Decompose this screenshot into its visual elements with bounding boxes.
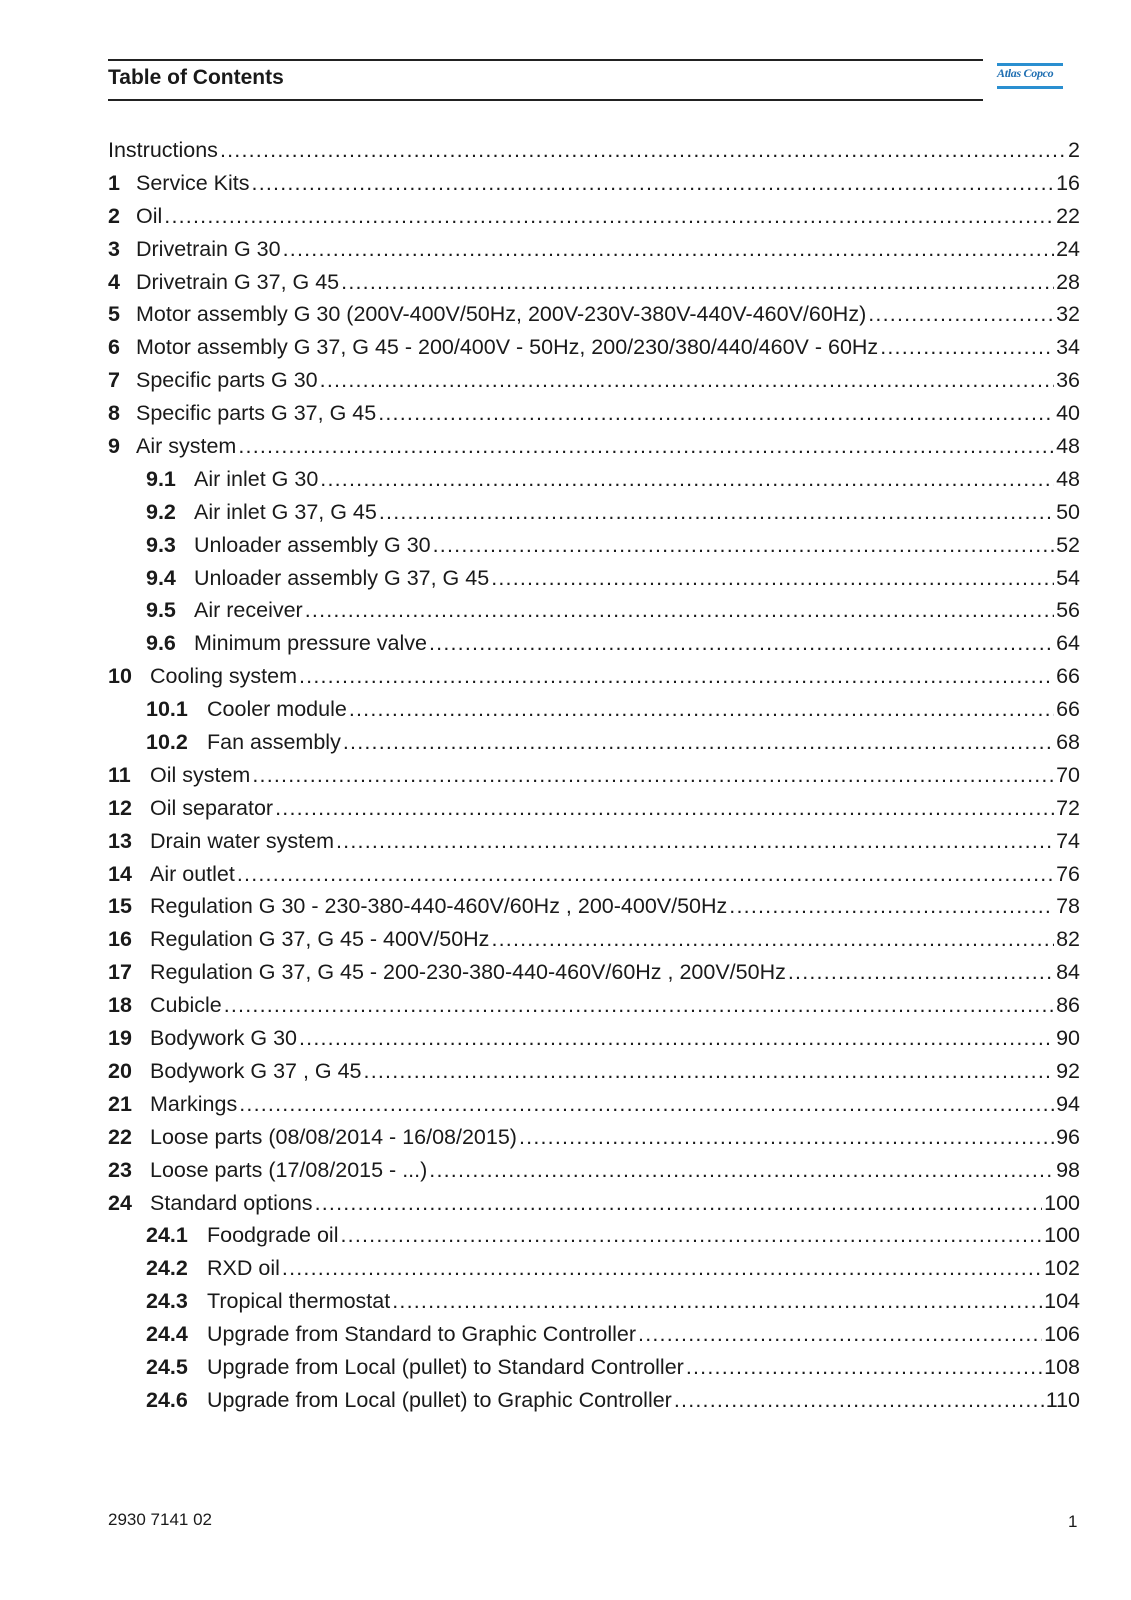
toc-entry-number: 24.1 (146, 1223, 188, 1248)
toc-entry-title: Standard options (150, 1190, 313, 1215)
toc-entry[interactable] (108, 890, 1080, 923)
toc-entry-title: Drain water system (150, 828, 334, 853)
toc-entry[interactable] (108, 1187, 1080, 1220)
toc-entry-number: 9 (108, 434, 120, 459)
toc-dot-leader (252, 167, 1055, 200)
toc-dot-leader (392, 1285, 1042, 1318)
toc-entry[interactable] (108, 397, 1080, 430)
toc-entry-page: 24 (1056, 236, 1080, 261)
toc-entry[interactable] (108, 364, 1080, 397)
toc-entry-page: 32 (1056, 302, 1080, 327)
toc-entry[interactable] (108, 1318, 1080, 1351)
toc-entry-page: 90 (1056, 1026, 1080, 1051)
toc-entry-page: 96 (1056, 1124, 1080, 1149)
toc-entry-page: 76 (1056, 861, 1080, 886)
toc-entry-title: Upgrade from Local (pullet) to Standard Controller (207, 1354, 684, 1379)
toc-entry-number: 1 (108, 170, 120, 195)
toc-dot-leader (364, 1055, 1055, 1088)
document-number: 2930 7141 02 (108, 1510, 212, 1529)
toc-entry-number: 15 (108, 894, 132, 919)
toc-entry-page: 68 (1056, 730, 1080, 755)
toc-dot-leader (378, 397, 1054, 430)
toc-dot-leader (238, 430, 1054, 463)
toc-dot-leader (237, 858, 1054, 891)
toc-entry[interactable] (108, 430, 1080, 463)
toc-entry-number: 7 (108, 368, 120, 393)
toc-entry[interactable] (108, 693, 1080, 726)
toc-entry-title: Specific parts G 30 (136, 368, 318, 393)
toc-entry[interactable] (108, 463, 1080, 496)
toc-entry-number: 8 (108, 401, 120, 426)
toc-entry-title: Oil (136, 203, 163, 228)
toc-entry-title: Fan assembly (207, 730, 341, 755)
toc-entry[interactable] (108, 562, 1080, 595)
toc-entry-page: 34 (1056, 335, 1080, 360)
toc-entry-number: 4 (108, 269, 120, 294)
toc-entry[interactable] (108, 1351, 1080, 1384)
toc-dot-leader (868, 298, 1054, 331)
toc-entry-number: 9.2 (146, 499, 176, 524)
toc-entry-title: Cubicle (150, 993, 222, 1018)
toc-entry[interactable] (108, 956, 1080, 989)
toc-entry-page: 100 (1044, 1190, 1080, 1215)
toc-dot-leader (283, 233, 1054, 266)
toc-entry-number: 5 (108, 302, 120, 327)
toc-entry-title: Upgrade from Standard to Graphic Controller (207, 1322, 637, 1347)
toc-entry-title: Air receiver (194, 598, 303, 623)
toc-entry-number: 24 (108, 1190, 132, 1215)
toc-entry-title: Tropical thermostat (207, 1289, 391, 1314)
toc-entry-number: 12 (108, 795, 132, 820)
table-of-contents (108, 134, 1080, 1417)
page-number: 1 (1068, 1512, 1078, 1531)
toc-entry-page: 52 (1056, 532, 1080, 557)
toc-dot-leader (729, 890, 1054, 923)
toc-entry[interactable] (108, 1088, 1080, 1121)
toc-entry-title: Regulation G 37, G 45 - 200-230-380-440-460V/60Hz , 200V/50Hz (150, 960, 786, 985)
toc-entry[interactable] (108, 331, 1080, 364)
toc-dot-leader (299, 1022, 1054, 1055)
toc-entry-title: Cooler module (207, 697, 347, 722)
toc-entry[interactable] (108, 759, 1080, 792)
toc-entry-title: Drivetrain G 30 (136, 236, 281, 261)
toc-entry-number: 24.3 (146, 1289, 188, 1314)
toc-entry-title: Motor assembly G 30 (200V-400V/50Hz, 200V-230V-380V-440V-460V/60Hz) (136, 302, 867, 327)
toc-entry-title: Specific parts G 37, G 45 (136, 401, 377, 426)
toc-dot-leader (320, 364, 1054, 397)
toc-dot-leader (220, 134, 1066, 167)
toc-entry-title: Regulation G 30 - 230-380-440-460V/60Hz , 200-400V/50Hz (150, 894, 728, 919)
toc-entry[interactable] (108, 792, 1080, 825)
toc-entry-title: Service Kits (136, 170, 250, 195)
toc-entry-number: 21 (108, 1091, 132, 1116)
toc-dot-leader (239, 1088, 1054, 1121)
toc-dot-leader (686, 1351, 1042, 1384)
toc-entry-page: 66 (1056, 697, 1080, 722)
toc-entry-title: Loose parts (08/08/2014 - 16/08/2015) (150, 1124, 517, 1149)
toc-entry-number: 10 (108, 664, 132, 689)
toc-entry-page: 106 (1044, 1322, 1080, 1347)
toc-entry-number: 9.4 (146, 565, 176, 590)
logo-text: Atlas Copco (997, 66, 1054, 80)
toc-entry-title: Loose parts (17/08/2015 - ...) (150, 1157, 428, 1182)
page-title: Table of Contents (108, 66, 284, 89)
toc-entry-number: 23 (108, 1157, 132, 1182)
toc-dot-leader (282, 1252, 1042, 1285)
toc-entry[interactable] (108, 134, 1080, 167)
toc-entry-page: 66 (1056, 664, 1080, 689)
toc-entry[interactable] (108, 496, 1080, 529)
toc-entry-number: 19 (108, 1026, 132, 1051)
toc-entry[interactable] (108, 627, 1080, 660)
toc-entry-page: 64 (1056, 631, 1080, 656)
toc-entry-number: 14 (108, 861, 132, 886)
toc-dot-leader (788, 956, 1054, 989)
toc-entry-page: 92 (1056, 1058, 1080, 1083)
toc-entry[interactable] (108, 1022, 1080, 1055)
toc-entry[interactable] (108, 858, 1080, 891)
toc-entry[interactable] (108, 1252, 1080, 1285)
toc-entry[interactable] (108, 233, 1080, 266)
toc-dot-leader (491, 562, 1054, 595)
toc-entry-page: 48 (1056, 434, 1080, 459)
toc-entry-title: Air inlet G 30 (194, 466, 319, 491)
toc-entry[interactable] (108, 825, 1080, 858)
toc-entry-number: 18 (108, 993, 132, 1018)
header-rule-top (108, 59, 983, 61)
toc-entry[interactable] (108, 529, 1080, 562)
toc-entry-title: Minimum pressure valve (194, 631, 427, 656)
toc-dot-leader (275, 792, 1054, 825)
toc-entry-page: 28 (1056, 269, 1080, 294)
toc-dot-leader (252, 759, 1054, 792)
toc-entry-title: Cooling system (150, 664, 297, 689)
toc-entry[interactable] (108, 298, 1080, 331)
toc-dot-leader (429, 1154, 1054, 1187)
toc-entry-number: 24.4 (146, 1322, 188, 1347)
toc-entry[interactable] (108, 1285, 1080, 1318)
toc-entry-title: Unloader assembly G 30 (194, 532, 431, 557)
toc-entry-number: 9.3 (146, 532, 176, 557)
toc-entry-number: 10.2 (146, 730, 188, 755)
toc-entry-page: 100 (1044, 1223, 1080, 1248)
toc-dot-leader (379, 496, 1054, 529)
toc-entry-title: Motor assembly G 37, G 45 - 200/400V - 50Hz, 200/230/380/440/460V - 60Hz (136, 335, 879, 360)
toc-entry-page: 22 (1056, 203, 1080, 228)
toc-dot-leader (638, 1318, 1042, 1351)
toc-entry-page: 104 (1044, 1289, 1080, 1314)
toc-entry[interactable] (108, 1055, 1080, 1088)
toc-dot-leader (491, 923, 1054, 956)
toc-entry-number: 2 (108, 203, 120, 228)
toc-entry-title: Air system (136, 434, 237, 459)
toc-entry-number: 11 (108, 762, 131, 787)
toc-entry-title: Drivetrain G 37, G 45 (136, 269, 340, 294)
toc-entry-number: 16 (108, 927, 132, 952)
toc-entry-number: 6 (108, 335, 120, 360)
toc-dot-leader (343, 726, 1054, 759)
toc-entry[interactable] (108, 200, 1080, 233)
toc-entry-title: Bodywork G 37 , G 45 (150, 1058, 362, 1083)
toc-entry-title: Instructions (108, 138, 218, 162)
toc-entry[interactable] (108, 1219, 1080, 1252)
toc-entry-page: 102 (1044, 1256, 1080, 1281)
toc-entry-number: 3 (108, 236, 120, 261)
toc-entry[interactable] (108, 1154, 1080, 1187)
toc-entry-page: 82 (1056, 927, 1080, 952)
toc-entry-title: Bodywork G 30 (150, 1026, 297, 1051)
toc-entry-title: Oil separator (150, 795, 274, 820)
toc-entry-number: 10.1 (146, 697, 188, 722)
toc-entry-page: 70 (1056, 762, 1080, 787)
toc-entry-page: 110 (1045, 1387, 1080, 1412)
toc-entry-number: 24.5 (146, 1354, 188, 1379)
toc-dot-leader (336, 825, 1054, 858)
toc-entry-title: Foodgrade oil (207, 1223, 339, 1248)
toc-entry-page: 16 (1056, 170, 1080, 195)
atlas-copco-logo (997, 62, 1063, 94)
toc-entry-title: Air inlet G 37, G 45 (194, 499, 377, 524)
toc-entry-page: 94 (1056, 1091, 1080, 1116)
toc-dot-leader (674, 1384, 1044, 1417)
toc-entry-number: 20 (108, 1058, 132, 1083)
toc-dot-leader (341, 266, 1054, 299)
toc-entry-page: 48 (1056, 466, 1080, 491)
toc-dot-leader (429, 627, 1054, 660)
toc-entry-title: Oil system (150, 762, 251, 787)
toc-dot-leader (340, 1219, 1042, 1252)
toc-dot-leader (315, 1187, 1043, 1220)
toc-entry-page: 74 (1056, 828, 1080, 853)
toc-entry-number: 9.6 (146, 631, 176, 656)
toc-entry-number: 24.6 (146, 1387, 188, 1412)
toc-entry-page: 84 (1056, 960, 1080, 985)
toc-entry-page: 98 (1056, 1157, 1080, 1182)
toc-entry-page: 54 (1056, 565, 1080, 590)
toc-entry[interactable] (108, 660, 1080, 693)
toc-entry-page: 40 (1056, 401, 1080, 426)
toc-entry-number: 9.1 (146, 466, 176, 491)
toc-entry-number: 24.2 (146, 1256, 188, 1281)
toc-dot-leader (320, 463, 1054, 496)
toc-dot-leader (349, 693, 1054, 726)
toc-entry-page: 72 (1056, 795, 1080, 820)
toc-entry-page: 78 (1056, 894, 1080, 919)
toc-entry-number: 9.5 (146, 598, 176, 623)
toc-entry-title: Unloader assembly G 37, G 45 (194, 565, 490, 590)
toc-dot-leader (305, 594, 1054, 627)
toc-entry-page: 108 (1044, 1354, 1080, 1379)
toc-entry[interactable] (108, 1121, 1080, 1154)
toc-entry-page: 50 (1056, 499, 1080, 524)
toc-entry[interactable] (108, 989, 1080, 1022)
toc-entry-title: Markings (150, 1091, 238, 1116)
logo-bar-bottom (997, 86, 1063, 89)
toc-entry-page: 2 (1068, 138, 1080, 162)
toc-dot-leader (880, 331, 1054, 364)
toc-entry-number: 22 (108, 1124, 132, 1149)
toc-entry[interactable] (108, 594, 1080, 627)
toc-entry-number: 13 (108, 828, 132, 853)
toc-entry-title: Air outlet (150, 861, 235, 886)
toc-entry-page: 56 (1056, 598, 1080, 623)
toc-dot-leader (164, 200, 1054, 233)
toc-entry-page: 36 (1056, 368, 1080, 393)
toc-entry-title: RXD oil (207, 1256, 280, 1281)
toc-entry[interactable] (108, 1384, 1080, 1417)
toc-dot-leader (433, 529, 1054, 562)
toc-entry[interactable] (108, 167, 1080, 200)
toc-dot-leader (519, 1121, 1054, 1154)
toc-dot-leader (299, 660, 1054, 693)
toc-dot-leader (224, 989, 1054, 1022)
toc-entry[interactable] (108, 726, 1080, 759)
toc-entry-title: Upgrade from Local (pullet) to Graphic Controller (207, 1387, 672, 1412)
toc-entry[interactable] (108, 266, 1080, 299)
header-rule-bottom (108, 99, 983, 101)
toc-entry-number: 17 (108, 960, 132, 985)
toc-entry-page: 86 (1056, 993, 1080, 1018)
toc-entry-title: Regulation G 37, G 45 - 400V/50Hz (150, 927, 490, 952)
toc-entry[interactable] (108, 923, 1080, 956)
